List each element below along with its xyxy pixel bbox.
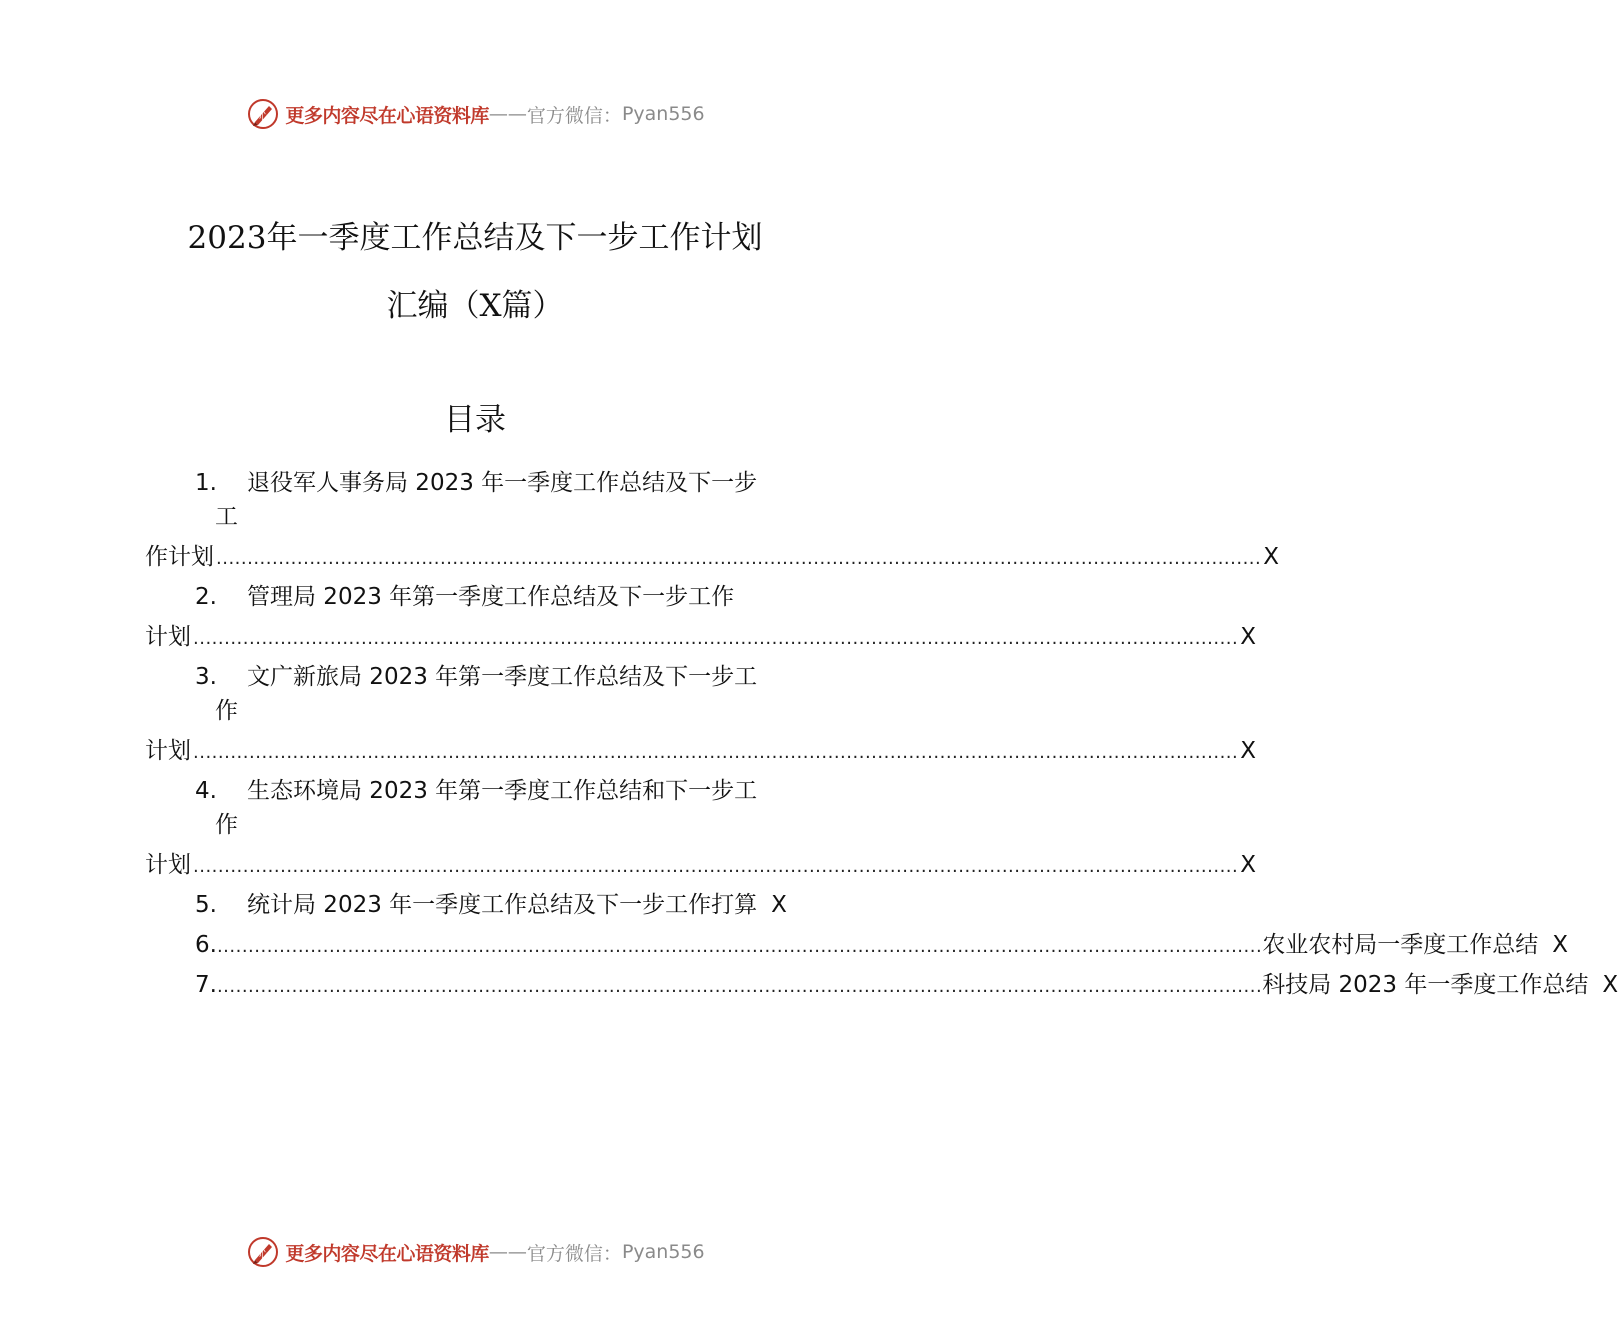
toc-entry-1-wrap: 工 (215, 504, 238, 530)
banner-wechat-id: Pyan556 (621, 1241, 705, 1263)
toc-entry-number: 6. (195, 932, 217, 958)
toc-entry-continuation: 计划 (145, 738, 191, 764)
dot-leader: ........................................................................................................................................................................ (193, 628, 1239, 649)
toc-entry-title: 农业农村局一季度工作总结 (1262, 932, 1539, 958)
toc-page-number: X (1240, 624, 1257, 650)
toc-page-number: X (1240, 852, 1257, 878)
toc-entry-1[interactable] (195, 464, 757, 497)
watermark-banner-top (0, 94, 950, 134)
toc-entry-4[interactable] (195, 772, 757, 805)
toc-entry-1-leader[interactable] (145, 538, 1280, 571)
toc-page-number: X (1602, 972, 1618, 998)
dot-leader: ........................................................................................................................................................................ (216, 548, 1262, 569)
toc-entry-3-leader[interactable] (145, 732, 1257, 765)
dot-leader: ........................................................................................................................................................................ (216, 976, 1263, 997)
toc-entry-number: 3. (195, 664, 217, 690)
toc-entry-title: 管理局 2023 年第一季度工作总结及下一步工作 (247, 584, 735, 610)
toc-entry-number: 1. (195, 470, 217, 496)
toc-entry-4-wrap: 作 (215, 812, 238, 838)
toc-entry-continuation: 计划 (145, 852, 191, 878)
toc-entry-continuation: 作计划 (145, 544, 214, 570)
toc-entry-3[interactable] (195, 658, 757, 691)
toc-entry-2[interactable] (195, 578, 734, 611)
pen-logo-icon (245, 96, 281, 132)
document-title-line2: 汇编（X篇） (386, 288, 564, 324)
toc-entry-7[interactable] (195, 966, 1618, 999)
toc-entry-number: 5. (195, 892, 217, 918)
toc-entry-3-wrap: 作 (215, 698, 238, 724)
toc-page-number: X (771, 892, 787, 918)
dot-leader: ........................................................................................................................................................................ (216, 936, 1263, 957)
toc-entry-number: 7. (195, 972, 217, 998)
watermark-banner-bottom (0, 1232, 950, 1272)
toc-entry-title: 科技局 2023 年一季度工作总结 (1262, 972, 1589, 998)
toc-entry-5[interactable] (195, 886, 840, 919)
toc-entry-continuation: 计划 (145, 624, 191, 650)
toc-entry-title: 统计局 2023 年一季度工作总结及下一步工作打算 (247, 892, 758, 918)
toc-entry-2-leader[interactable] (145, 618, 1257, 651)
toc-heading: 目录 (444, 402, 506, 438)
toc-page-number: X (1552, 932, 1568, 958)
toc-entry-title: 文广新旅局 2023 年第一季度工作总结及下一步工 (247, 664, 758, 690)
banner-text: 更多内容尽在心语资料库 (285, 1242, 489, 1265)
svg-text:心: 心 (259, 1250, 270, 1261)
svg-text:心: 心 (259, 112, 270, 123)
toc-entry-title: 退役军人事务局 2023 年一季度工作总结及下一步 (247, 470, 758, 496)
dot-leader: ........................................................................................................................................................................ (193, 856, 1239, 877)
toc-entry-number: 2. (195, 584, 217, 610)
banner-official: 官方微信： (526, 104, 622, 127)
banner-official: 官方微信： (526, 1242, 622, 1265)
document-title-line1: 2023年一季度工作总结及下一步工作计划 (187, 220, 763, 256)
toc-entry-title: 生态环境局 2023 年第一季度工作总结和下一步工 (247, 778, 758, 804)
banner-dash: —— (488, 1241, 527, 1263)
banner-dash: —— (488, 103, 527, 125)
pen-logo-icon (245, 1234, 281, 1270)
toc-entry-4-leader[interactable] (145, 846, 1257, 879)
toc-page-number: X (1240, 738, 1257, 764)
banner-wechat-id: Pyan556 (621, 103, 705, 125)
toc-page-number: X (1263, 544, 1280, 570)
toc-entry-6[interactable] (195, 926, 1568, 959)
toc-entry-number: 4. (195, 778, 217, 804)
banner-text: 更多内容尽在心语资料库 (285, 104, 489, 127)
dot-leader: ........................................................................................................................................................................ (193, 742, 1239, 763)
